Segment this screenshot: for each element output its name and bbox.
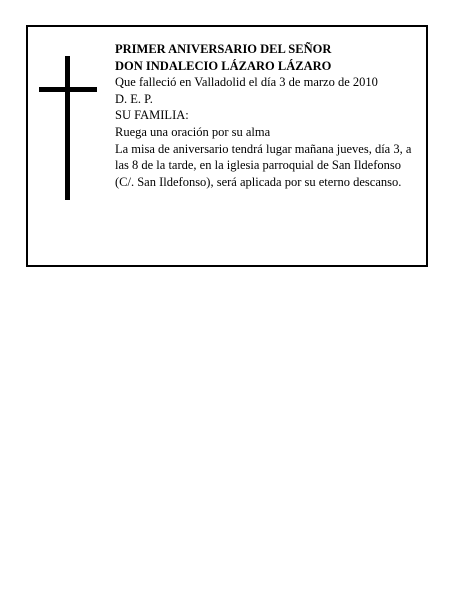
notice-title-line1: PRIMER ANIVERSARIO DEL SEÑOR <box>115 42 332 56</box>
cross-horizontal-bar <box>39 87 97 92</box>
prayer-request: Ruega una oración por su alma <box>115 124 271 139</box>
family-heading: SU FAMILIA: <box>115 108 189 123</box>
cross-vertical-bar <box>65 56 70 200</box>
mass-announcement: La misa de aniversario tendrá lugar mañana jueves, día 3, a las 8 de la tarde, en la iglesia parroquial de San Ildefonso (C/. San Ildefonso), será aplicada por su eterno descanso. <box>115 141 412 189</box>
rip-text: D. E. P. <box>115 91 153 106</box>
notice-title-line2: DON INDALECIO LÁZARO LÁZARO <box>115 58 332 73</box>
cross-icon <box>39 56 97 200</box>
death-info: Que falleció en Valladolid el día 3 de marzo de 2010 <box>115 75 378 90</box>
notice-text <box>115 41 421 190</box>
obituary-notice <box>26 25 428 267</box>
